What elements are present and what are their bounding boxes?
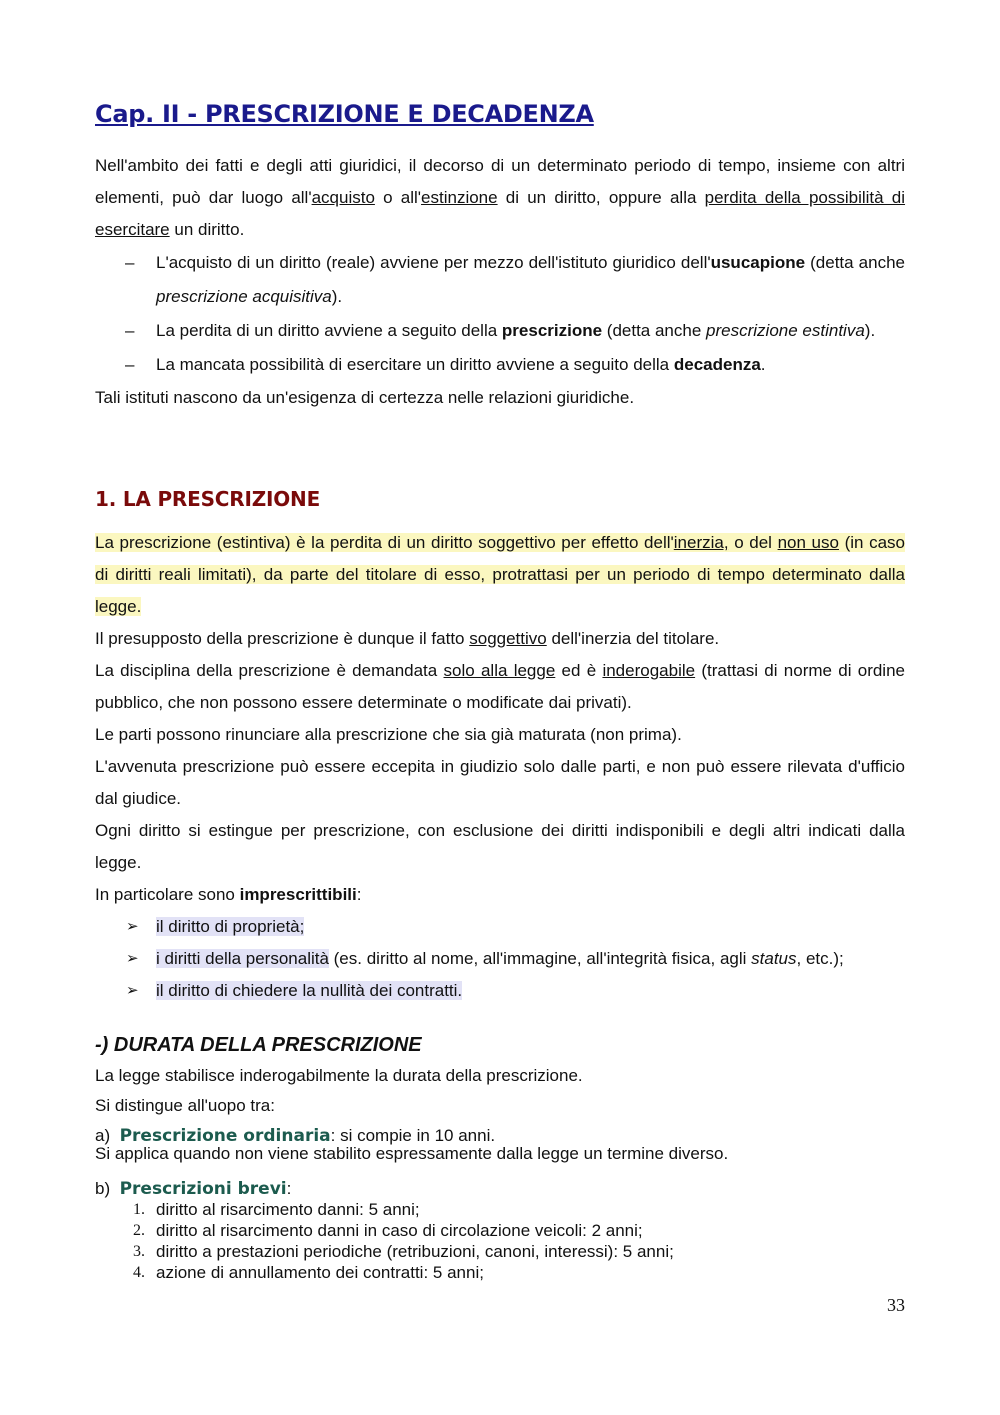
paragraph-presupposto xyxy=(95,623,905,655)
para-text: dell'inerzia del titolare. xyxy=(546,629,720,648)
list-item xyxy=(95,1220,905,1241)
prescrizioni-brevi xyxy=(95,1179,905,1283)
term-perdita: perdita della possibilità di esercitare xyxy=(95,188,906,239)
item-text: ). xyxy=(331,287,343,306)
item-italic: status xyxy=(751,949,797,968)
list-item xyxy=(95,1262,905,1283)
term-inerzia: inerzia, xyxy=(673,533,729,552)
item-text: : si compie in 10 anni. xyxy=(330,1126,496,1145)
item-text: La mancata possibilità di esercitare un diritto avviene a seguito della xyxy=(156,355,674,374)
term-solo-legge: solo alla legge xyxy=(443,661,556,680)
item-text: L'acquisto di un diritto (reale) avviene per mezzo dell'istituto giuridico dell' xyxy=(156,253,711,272)
item-italic: prescrizione estintiva xyxy=(706,321,865,340)
list-item xyxy=(95,943,905,975)
term-acquisto: acquisto xyxy=(311,188,375,207)
brevi-list xyxy=(95,1199,905,1283)
paragraph-rinuncia: Le parti possono rinunciare alla prescrizione che sia già maturata (non prima). xyxy=(95,725,682,744)
arrow-bullet-icon: ➢ xyxy=(126,950,139,967)
item-label: b) xyxy=(95,1179,111,1198)
section-body xyxy=(95,527,905,1007)
para-text: Il presupposto della prescrizione è dunque il fatto xyxy=(95,629,470,648)
intro-paragraph xyxy=(95,150,905,246)
item-number: 4. xyxy=(133,1264,145,1281)
imprescrittibili-list xyxy=(95,911,905,1007)
term-ordinaria: Prescrizione ordinaria xyxy=(119,1126,331,1146)
ordinaria-note: Si applica quando non viene stabilito espressamente dalla legge un termine diverso. xyxy=(95,1144,729,1163)
para-text: In particolare sono xyxy=(95,885,240,904)
item-text: diritto al risarcimento danni: 5 anni; xyxy=(156,1200,420,1219)
durata-p1: La legge stabilisce inderogabilmente la durata della prescrizione. xyxy=(95,1066,583,1085)
definition-text: o del xyxy=(728,533,778,552)
intro-end: Tali istituti nascono da un'esigenza di certezza nelle relazioni giuridiche. xyxy=(95,388,635,407)
page-number: 33 xyxy=(887,1295,905,1315)
paragraph-imprescrittibili xyxy=(95,879,905,911)
dash-list xyxy=(95,246,905,382)
item-text: diritto al risarcimento danni in caso di circolazione veicoli: 2 anni; xyxy=(156,1221,643,1240)
item-text: (es. diritto al nome, all'immagine, all'integrità fisica, agli xyxy=(328,949,752,968)
term-brevi: Prescrizioni brevi xyxy=(119,1179,287,1199)
term-prescrizione: prescrizione xyxy=(501,321,603,340)
item-text: : xyxy=(286,1179,292,1198)
item-highlight: il diritto di chiedere la nullità dei contratti. xyxy=(156,981,463,1000)
durata-p2: Si distingue all'uopo tra: xyxy=(95,1096,275,1115)
definition-paragraph xyxy=(95,527,905,623)
term-estinzione: estinzione xyxy=(421,188,498,207)
term-inderogabile: inderogabile xyxy=(602,661,696,680)
dash-marker: – xyxy=(125,355,135,374)
item-label: a) xyxy=(95,1126,111,1145)
para-text: ed è xyxy=(555,661,603,680)
section-title: 1. LA PRESCRIZIONE xyxy=(95,487,321,511)
para-text: : xyxy=(356,885,362,904)
paragraph-disciplina xyxy=(95,655,905,719)
arrow-bullet-icon: ➢ xyxy=(126,918,139,935)
list-item xyxy=(95,1199,905,1220)
list-item xyxy=(95,246,905,314)
item-italic: prescrizione acquisitiva xyxy=(156,287,332,306)
intro-text: un diritto. xyxy=(169,220,245,239)
item-number: 2. xyxy=(133,1222,145,1239)
item-text: ). xyxy=(864,321,876,340)
item-text: . xyxy=(760,355,766,374)
section-prescrizione xyxy=(95,487,905,511)
item-text: (detta anche xyxy=(805,253,905,272)
chapter-title: Cap. II - PRESCRIZIONE E DECADENZA xyxy=(95,100,594,128)
para-text: (trattasi di norme di ordine pubblico, che non possono essere determinate o modificate dai privati). xyxy=(95,661,905,712)
term-non-uso: non uso xyxy=(777,533,839,552)
term-usucapione: usucapione xyxy=(710,253,806,272)
arrow-bullet-icon: ➢ xyxy=(126,982,139,999)
list-item xyxy=(95,911,905,943)
dash-marker: – xyxy=(125,253,135,272)
durata-title: -) DURATA DELLA PRESCRIZIONE xyxy=(95,1034,422,1056)
term-imprescrittibili: imprescrittibili xyxy=(239,885,357,904)
item-text: La perdita di un diritto avviene a seguito della xyxy=(156,321,502,340)
para-text: La disciplina della prescrizione è demandata xyxy=(95,661,444,680)
intro-text: di un diritto, oppure alla xyxy=(497,188,705,207)
durata-section xyxy=(95,1034,905,1315)
list-item xyxy=(95,348,905,382)
item-text: (detta anche xyxy=(602,321,707,340)
list-item xyxy=(95,1241,905,1262)
definition-text: (in caso di diritti reali limitati), da parte del titolare di esso, protrattasi per un periodo di tempo determinato dalla legge. xyxy=(95,533,906,616)
intro-text: o all' xyxy=(374,188,422,207)
definition-text: La prescrizione (estintiva) è la perdita di un diritto soggettivo per effetto dell' xyxy=(95,533,674,552)
paragraph-eccezione: L'avvenuta prescrizione può essere eccepita in giudizio solo dalle parti, e non può essere rilevata d'ufficio dal giudice. xyxy=(95,757,905,808)
item-highlight: i diritti della personalità xyxy=(156,949,329,968)
item-text: azione di annullamento dei contratti: 5 anni; xyxy=(156,1263,484,1282)
dash-marker: – xyxy=(125,321,135,340)
list-item xyxy=(95,975,905,1007)
item-number: 3. xyxy=(133,1243,145,1260)
term-decadenza: decadenza xyxy=(673,355,761,374)
intro-block xyxy=(95,150,905,414)
paragraph-estinzione: Ogni diritto si estingue per prescrizione, con esclusione dei diritti indisponibili e degli altri indicati dalla legge. xyxy=(95,821,905,872)
item-number: 1. xyxy=(133,1201,145,1218)
intro-text: Nell'ambito dei fatti e degli atti giuridici, il decorso di un determinato periodo di tempo, insieme con altri elementi, può dar luogo all' xyxy=(95,156,905,207)
item-text: diritto a prestazioni periodiche (retribuzioni, canoni, interessi): 5 anni; xyxy=(156,1242,674,1261)
term-soggettivo: soggettivo xyxy=(469,629,547,648)
list-item xyxy=(95,314,905,348)
prescrizione-ordinaria xyxy=(95,1127,905,1163)
item-text: , etc.); xyxy=(796,949,844,968)
item-highlight: il diritto di proprietà; xyxy=(156,917,305,936)
